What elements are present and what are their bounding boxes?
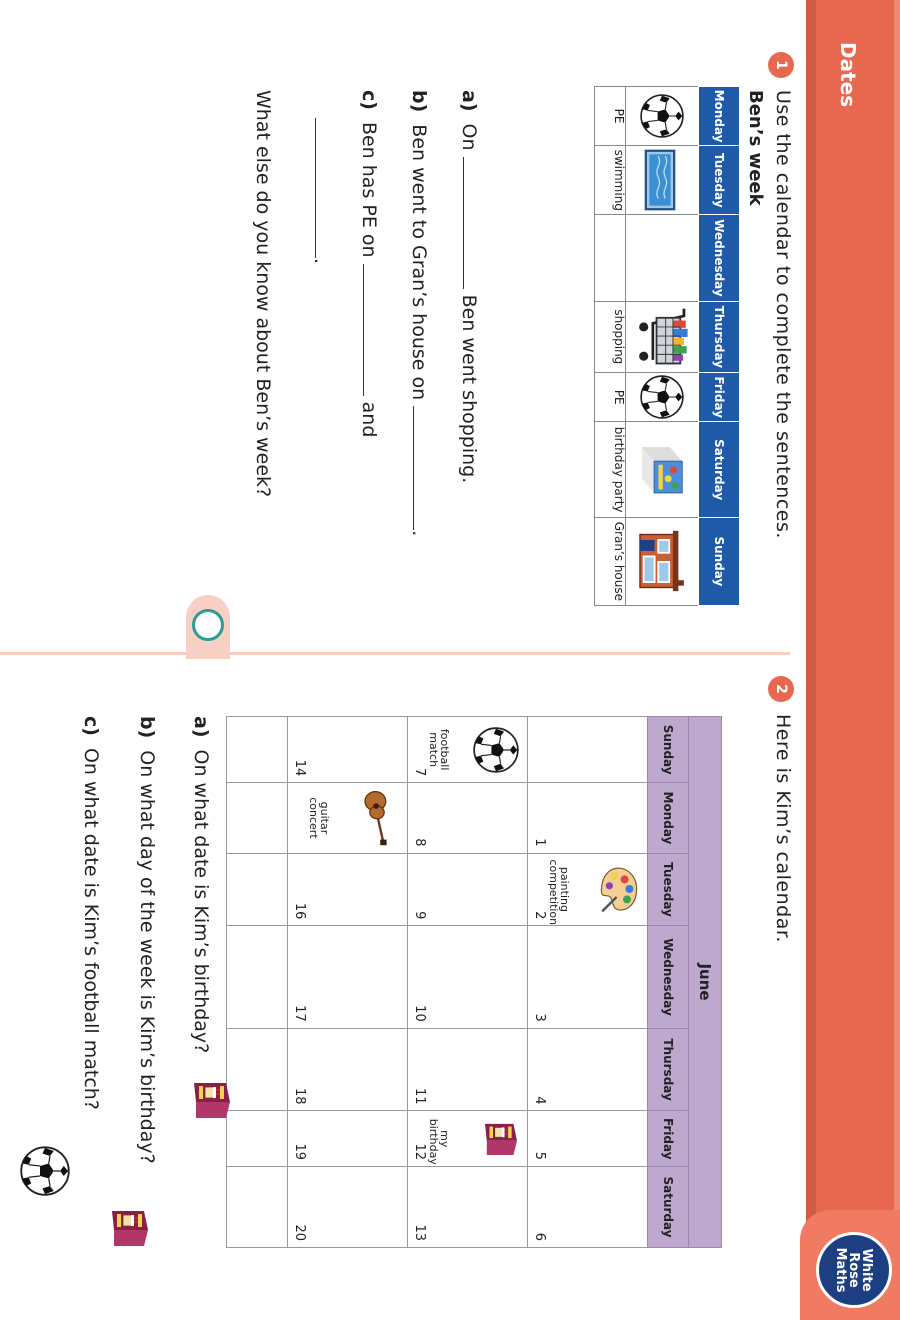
q1b-answer-blank[interactable] [413,406,414,530]
date-number: 12 [412,1143,427,1161]
icon-cell [626,422,699,517]
calendar-week-1 [528,717,648,1248]
calendar-day-cell [408,1167,528,1248]
calendar-day-cell [408,1111,528,1167]
event-painting-competition: painting competition [547,859,571,926]
birthday-card-icon [194,1080,230,1120]
calendar-day-cell [227,1111,288,1167]
icon-cell [626,215,699,301]
calendar-day-cell [528,783,648,853]
icon-cell [626,87,699,146]
weekday-header: Saturday [648,1167,689,1248]
date-number: 19 [292,1143,307,1161]
page-title: Dates [836,42,860,108]
calendar-day-cell [408,926,528,1028]
icon-cell [626,146,699,215]
calendar-day-cell [288,783,408,853]
football-icon [640,375,684,419]
activity-label-row [595,87,626,606]
q2c-label: c) [80,716,102,736]
weekday-header: Wednesday [648,926,689,1028]
question-2-number: 2 [768,676,794,702]
football-icon [473,727,519,773]
q2c-text: On what date is Kim’s football match? [80,747,102,1110]
day-header: Friday [699,373,740,422]
birthday-card-icon [112,1208,148,1248]
calendar-day-cell [288,853,408,926]
calendar-day-cell [227,1167,288,1248]
calendar-day-cell [528,1167,648,1248]
calendar-day-cell [288,717,408,783]
activity-label [595,215,626,301]
football-icon [640,94,684,138]
activity-label: birthday party [595,422,626,517]
event-guitar-concert: guitar concert [307,797,331,839]
header-band-edge [894,0,900,1320]
q1c-after: . [310,258,332,265]
calendar-day-cell [288,1167,408,1248]
header-band [808,0,900,1320]
activity-label: Gran’s house [595,517,626,605]
date-number: 9 [412,911,427,920]
q1c-mid: and [358,401,380,438]
calendar-day-cell [288,1111,408,1167]
calendar-day-cell [528,926,648,1028]
q2b-label: b) [136,716,158,739]
activity-label: PE [595,87,626,146]
birthday-card-icon [640,443,684,497]
question-1c-continued [310,118,332,264]
date-number: 2 [532,911,547,920]
q1b-label: b) [408,90,430,113]
calendar-week-3 [288,717,408,1248]
question-1-instruction: Use the calendar to complete the sentences. [772,90,794,539]
q1b-before: Ben went to Gran’s house on [408,124,430,401]
date-number: 7 [412,768,427,777]
icon-cell [626,373,699,422]
calendar-day-cell [227,1028,288,1111]
column-divider [0,652,790,655]
q1c-answer-blank-2[interactable] [315,118,316,258]
calendar-day-cell [528,1111,648,1167]
day-header: Wednesday [699,215,740,301]
q1c-label: c) [358,90,380,110]
day-header-row [699,87,740,606]
calendar-day-cell [408,1028,528,1111]
date-number: 13 [412,1224,427,1241]
calendar-day-cell [408,783,528,853]
weekday-header: Sunday [648,717,689,783]
weekday-header: Monday [648,783,689,853]
logo-line-2: Rose [846,1252,862,1288]
q2a-label: a) [190,716,212,738]
question-1-number: 1 [768,52,794,78]
question-1a [458,90,480,483]
speech-tab [186,595,230,659]
calendar-day-cell [528,1028,648,1111]
date-number: 14 [292,759,307,777]
day-header: Saturday [699,422,740,517]
q1c-before: Ben has PE on [358,121,380,258]
event-my-birthday: my birthday [427,1118,451,1165]
swimming-pool-icon [642,149,678,211]
q1c-answer-blank-1[interactable] [363,264,364,396]
day-header: Sunday [699,517,740,605]
activity-icon-row [626,87,699,606]
weekday-header: Thursday [648,1028,689,1111]
calendar-day-cell [288,926,408,1028]
bens-week-table [594,86,740,606]
date-number: 3 [532,1013,547,1022]
calendar-week-4 [227,717,288,1248]
q2b-text: On what day of the week is Kim’s birthday? [136,750,158,1164]
white-rose-maths-logo [816,1232,892,1308]
question-1b [408,90,430,536]
day-header: Monday [699,87,740,146]
date-number: 20 [292,1224,307,1241]
guitar-icon [361,790,393,846]
logo-line-1: White [859,1248,875,1292]
date-number: 10 [412,1005,427,1022]
football-icon [20,1146,70,1196]
question-2c [80,716,102,1110]
calendar-day-cell [227,853,288,926]
q1a-after: Ben went shopping. [458,294,480,484]
month-title: June [689,717,722,1248]
date-number: 1 [532,838,547,847]
question-2b [136,716,158,1164]
kims-calendar [226,716,722,1248]
icon-cell [626,301,699,372]
q1a-before: On [458,123,480,151]
activity-label: swimming [595,146,626,215]
calendar-day-cell [408,717,528,783]
question-2a [190,716,212,1053]
date-number: 11 [412,1087,427,1105]
date-number: 8 [412,838,427,847]
calendar-day-cell [227,926,288,1028]
birthday-card-icon [485,1121,517,1157]
weekday-header: Friday [648,1111,689,1167]
q1a-label: a) [458,90,480,112]
header-band-strip [806,0,816,1320]
date-number: 6 [532,1232,547,1241]
calendar-day-cell [528,717,648,783]
bens-week-title: Ben’s week [745,90,766,206]
speech-bubble-icon [192,609,224,641]
event-football-match: football match [427,728,451,771]
calendar-week-2 [408,717,528,1248]
day-header: Thursday [699,301,740,372]
date-number: 17 [292,1005,307,1022]
logo-line-3: Maths [833,1247,849,1293]
calendar-day-cell [288,1028,408,1111]
date-number: 18 [292,1087,307,1105]
weekday-header-row [648,717,689,1248]
date-number: 16 [292,902,307,920]
calendar-day-cell [227,783,288,853]
activity-label: PE [595,373,626,422]
weekday-header: Tuesday [648,853,689,926]
shopping-trolley-icon [634,305,690,369]
calendar-day-cell [408,853,528,926]
house-icon [636,529,686,593]
month-row [689,717,722,1248]
date-number: 4 [532,1096,547,1105]
question-2-instruction: Here is Kim’s calendar. [772,714,794,943]
paint-palette-icon [599,865,639,913]
date-number: 5 [532,1151,547,1161]
activity-label: shopping [595,301,626,372]
q1a-answer-blank[interactable] [463,157,464,289]
icon-cell [626,517,699,605]
question-1c [358,90,380,437]
day-header: Tuesday [699,146,740,215]
calendar-day-cell [227,717,288,783]
q1b-after: . [408,530,430,537]
calendar-day-cell [528,853,648,926]
question-1-extra: What else do you know about Ben’s week? [252,90,274,498]
q2a-text: On what date is Kim’s birthday? [190,749,212,1054]
